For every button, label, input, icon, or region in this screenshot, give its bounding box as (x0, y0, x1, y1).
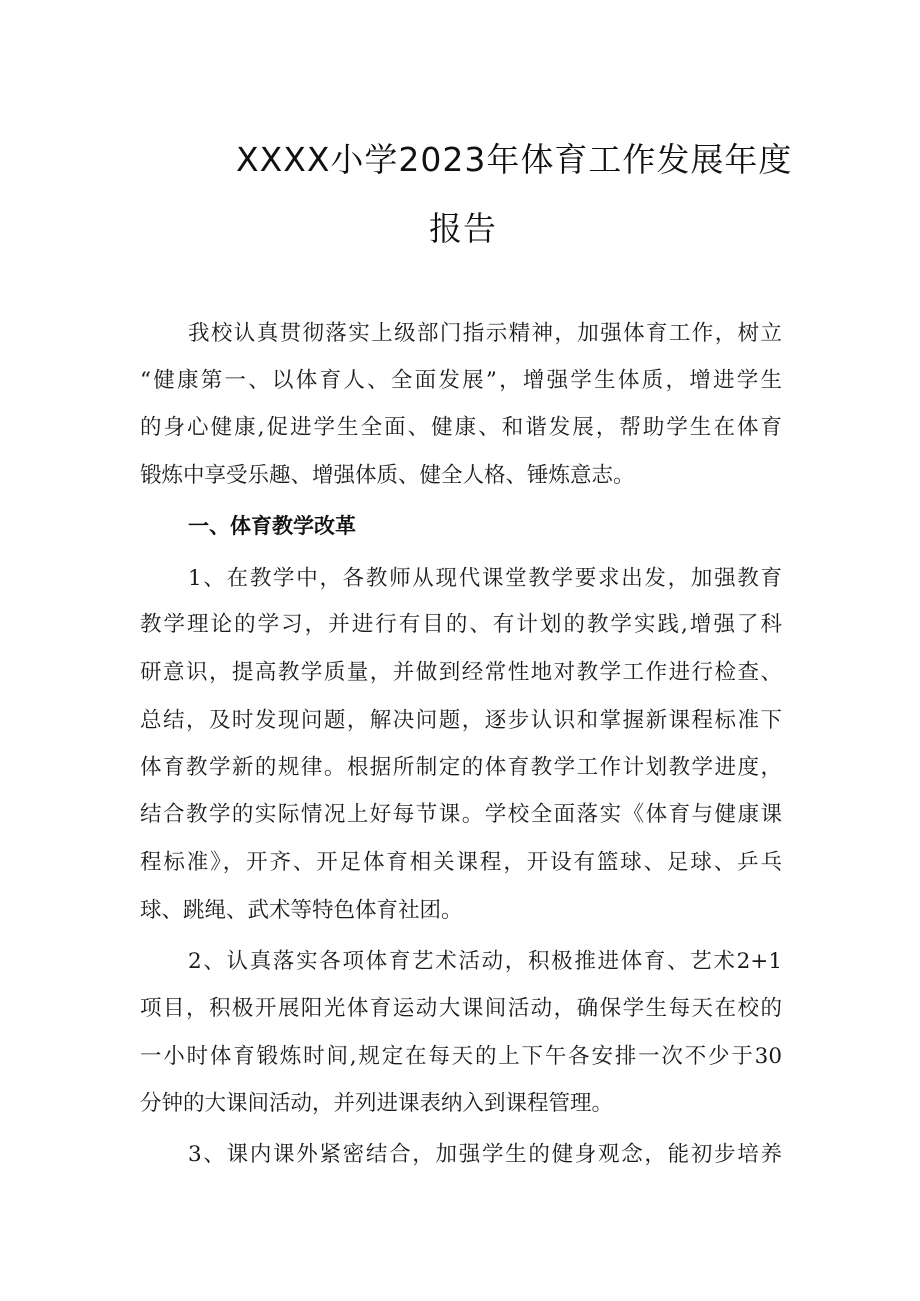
paragraph-line: 1、在教学中，各教师从现代课堂教学要求出发，加强教育 (188, 566, 782, 591)
document-title-line-1: XXXX小学2023年体育工作发展年度 (236, 140, 793, 179)
paragraph-line: 一小时体育锻炼时间,规定在每天的上下午各安排一次不少于30 (140, 1044, 782, 1069)
intro-line: 锻炼中享受乐趣、增强体质、健全人格、锤炼意志。 (140, 463, 635, 488)
intro-line: “健康第一、以体育人、全面发展”，增强学生体质，增进学生 (140, 368, 782, 393)
paragraph-line: 研意识，提高教学质量，并做到经常性地对教学工作进行检查、 (140, 660, 782, 685)
paragraph-line: 总结，及时发现问题，解决问题，逐步认识和掌握新课程标准下 (140, 708, 782, 733)
paragraph-line: 教学理论的学习，并进行有目的、有计划的教学实践,增强了科 (140, 612, 782, 637)
document-title-line-2: 报告 (429, 209, 497, 248)
intro-line: 的身心健康,促进学生全面、健康、和谐发展，帮助学生在体育 (140, 415, 782, 440)
intro-line: 我校认真贯彻落实上级部门指示精神，加强体育工作，树立 (188, 321, 782, 346)
paragraph-line: 2、认真落实各项体育艺术活动，积极推进体育、艺术2+1 (188, 949, 782, 974)
paragraph-line: 项目，积极开展阳光体育运动大课间活动，确保学生每天在校的 (140, 996, 782, 1021)
paragraph-line: 程标准》，开齐、开足体育相关课程，开设有篮球、足球、乒乓 (140, 850, 782, 875)
paragraph-line: 分钟的大课间活动，并列进课表纳入到课程管理。 (140, 1091, 614, 1116)
section-heading: 一、体育教学改革 (188, 514, 356, 538)
paragraph-line: 结合教学的实际情况上好每节课。学校全面落实《体育与健康课 (140, 802, 782, 827)
paragraph-line: 3、课内课外紧密结合，加强学生的健身观念，能初步培养 (188, 1142, 782, 1167)
paragraph-line: 球、跳绳、武术等特色体育社团。 (140, 898, 463, 923)
paragraph-line: 体育教学新的规律。根据所制定的体育教学工作计划教学进度， (140, 755, 782, 780)
